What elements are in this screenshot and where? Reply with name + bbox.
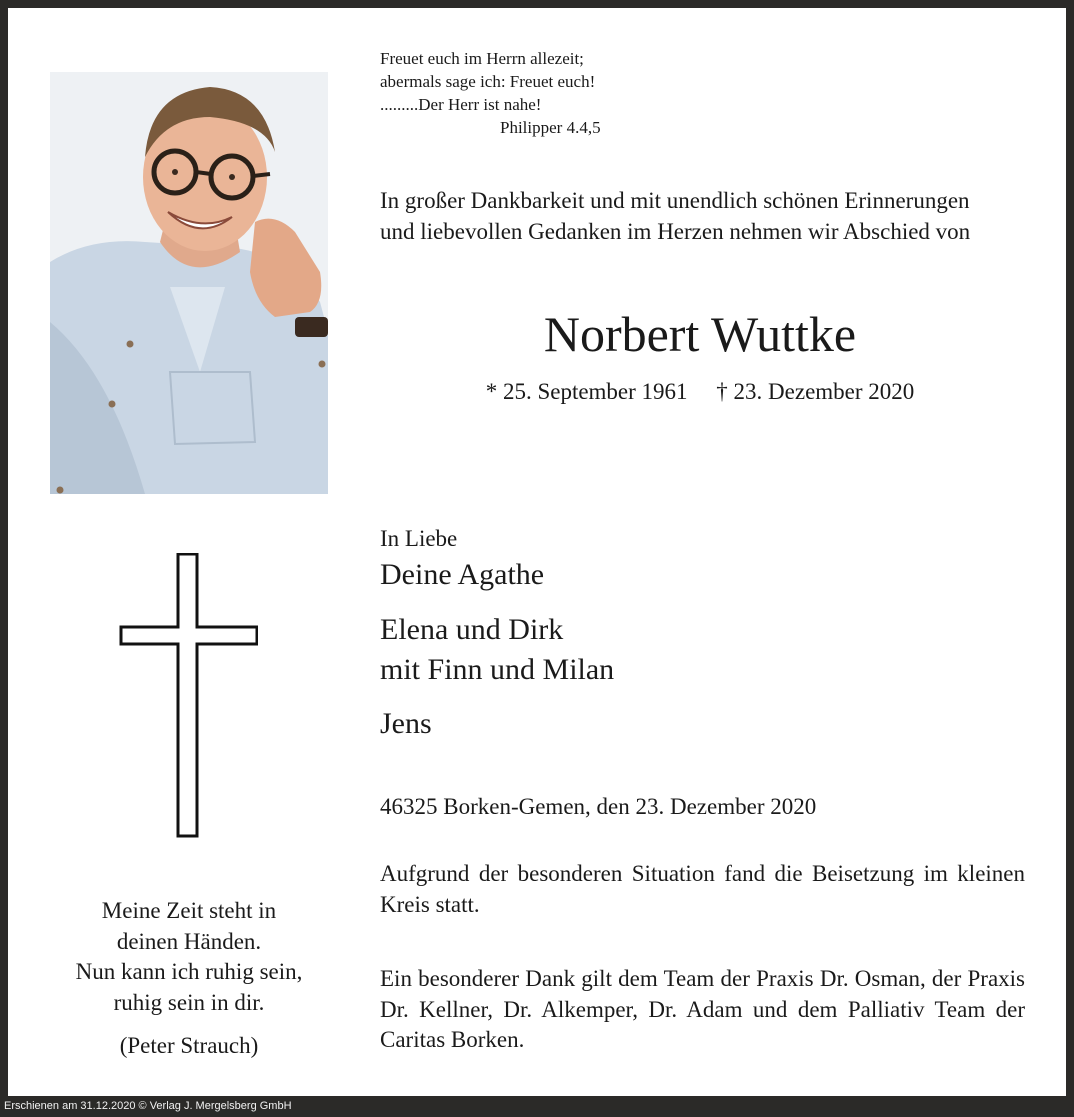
thanks-note: Ein besonderer Dank gilt dem Team der Praxis Dr. Osman, der Praxis Dr. Kellner, Dr. Alkemper, Dr. Adam und dem Palliativ Team der Caritas Borken. (380, 966, 1025, 1052)
place-date: 46325 Borken-Gemen, den 23. Dezember 2020 (380, 794, 817, 819)
deceased-name: Norbert Wuttke (543, 306, 857, 362)
obituary-card (8, 8, 1066, 1096)
poem-line: ruhig sein in dir. (113, 989, 265, 1015)
publication-footer: Erschienen am 31.12.2020 © Verlag J. Mergelsberg GmbH (4, 1100, 292, 1112)
portrait-photo (50, 72, 328, 494)
poem-author: (Peter Strauch) (119, 1033, 259, 1058)
verse-reference: Philipper 4.4,5 (500, 118, 601, 137)
life-dates: * 25. September 1961 † 23. Dezember 2020 (485, 379, 915, 404)
poem-line: deinen Händen. (116, 928, 262, 954)
verse-line: abermals sage ich: Freuet euch! (380, 72, 596, 91)
poem (48, 896, 330, 1018)
verse-line: Freuet euch im Herrn allezeit; (380, 49, 584, 68)
cross-icon (118, 553, 258, 848)
mourner-name: Deine Agathe (380, 558, 545, 591)
intro-text (380, 185, 970, 247)
poem-line: Nun kann ich ruhig sein, (75, 959, 303, 984)
bible-verse (380, 47, 601, 139)
mourners-intro: In Liebe (380, 526, 458, 551)
verse-line: .........Der Herr ist nahe! (380, 95, 542, 114)
poem-line: Meine Zeit steht in (101, 898, 277, 923)
burial-note: Aufgrund der besonderen Situation fand die Beisetzung im kleinen Kreis statt. (380, 861, 1025, 917)
mourner-name: mit Finn und Milan (380, 653, 615, 686)
intro-line-2: und liebevollen Gedanken im Herzen nehmen wir Abschied von (380, 219, 971, 244)
mourner-name: Elena und Dirk (380, 613, 564, 646)
mourner-name: Jens (380, 707, 432, 740)
intro-line-1: In großer Dankbarkeit und mit unendlich schönen Erinnerungen (380, 188, 970, 213)
